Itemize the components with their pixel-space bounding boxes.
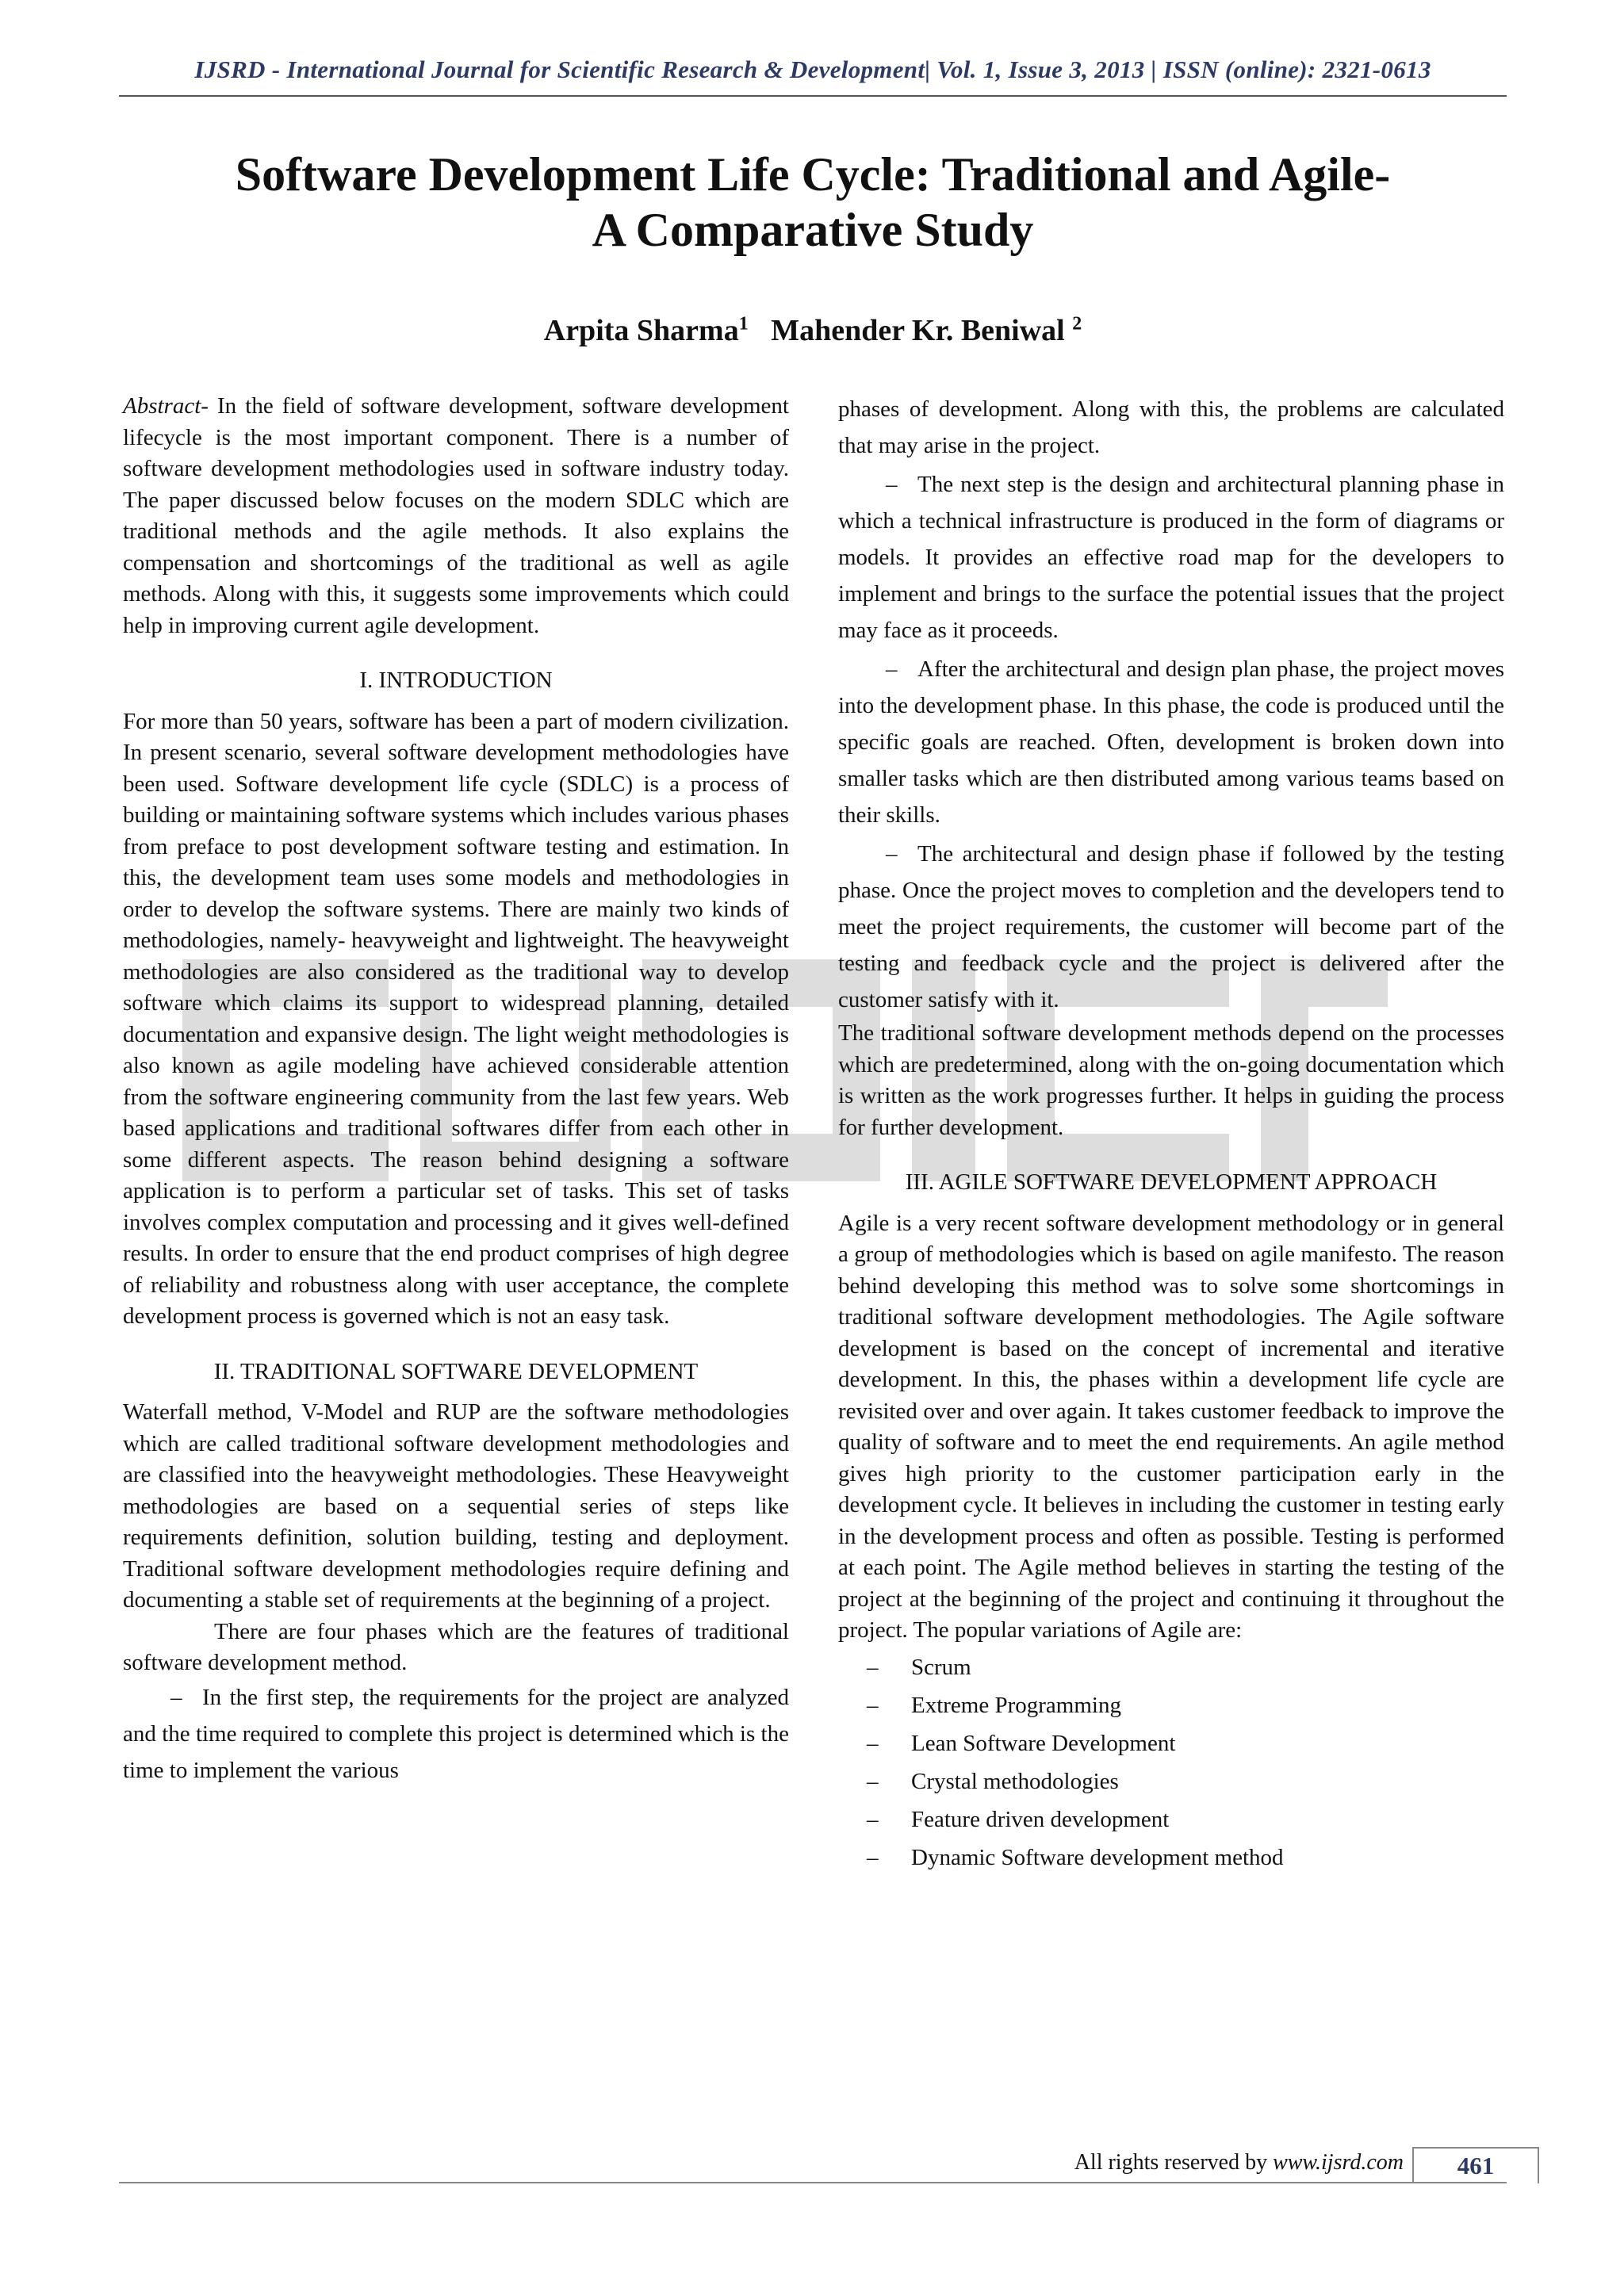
footer-rule <box>119 2182 1507 2183</box>
dash-bullet: – <box>886 656 898 682</box>
agile-text: Agile is a very recent software development methodology or in general a group of methodologies which is based on agile manifesto. The reason behind developing this method was to solve some shortcomings in traditional software development methodologies. The Agile software development is based on the concept of incremental and iterative development. In this, the phases within a development life cycle are revisited over and over again. It takes customer feedback to improve the quality of software and to meet the end requirements. An agile method gives high priority to the customer participation early in the development cycle. It believes in including the customer in testing early in the development process and often as possible. Testing is performed at each point. The Agile method believes in starting the testing of the project at the beginning of the project and continuing it throughout the project. The popular variations of Agile are: <box>838 1210 1504 1643</box>
phase-step-2-text: The next step is the design and architectural planning phase in which a technical infrastructure is produced in the form of diagrams or models. It provides an effective road map for the developers to implement and brings to the surface the potential issues that the project may face as it proceeds. <box>838 472 1504 643</box>
list-item-label: Extreme Programming <box>911 1692 1121 1718</box>
list-item <box>838 1686 1504 1724</box>
author-2-affiliation: 2 <box>1072 313 1082 335</box>
list-item-label: Dynamic Software development method <box>911 1844 1284 1870</box>
abstract-text: - In the field of software development, software development lifecycle is the most important component. There is a number of software development methodologies used in software industry today. The paper discussed below focuses on the modern SDLC which are traditional methods and the agile methods. It also explains the compensation and shortcomings of the traditional as well as agile methods. Along with this, it suggests some improvements which could help in improving current agile development. <box>123 393 789 638</box>
agile-variations-list <box>838 1648 1504 1877</box>
dash-bullet: – <box>867 1654 879 1680</box>
footer-rights <box>1074 2150 1404 2175</box>
dash-bullet: – <box>867 1806 879 1832</box>
phase-step-1 <box>123 1679 789 1789</box>
title-line-2: A Comparative Study <box>592 204 1034 256</box>
right-column <box>838 391 1504 1877</box>
phase-step-3 <box>838 651 1504 833</box>
list-item <box>838 1839 1504 1877</box>
list-item <box>838 1800 1504 1839</box>
list-item-label: Feature driven development <box>911 1806 1170 1832</box>
dash-bullet: – <box>886 472 898 497</box>
dash-bullet: – <box>170 1684 182 1710</box>
dash-bullet: – <box>867 1844 879 1870</box>
footer-rights-text: All rights reserved by <box>1074 2150 1274 2175</box>
list-item-label: Scrum <box>911 1654 971 1680</box>
phase-step-1-continued: phases of development. Along with this, the problems are calculated that may arise in the project. <box>838 396 1504 458</box>
phase-step-4-text: The architectural and design phase if followed by the testing phase. Once the project moves to completion and the developers tend to meet the project requirements, the customer will become part of the testing and feedback cycle and the project is delivered after the customer satisfy with it. <box>838 841 1504 1012</box>
abstract <box>123 391 789 641</box>
paper-title <box>119 147 1507 258</box>
author-list <box>119 313 1507 348</box>
title-line-1: Software Development Life Cycle: Traditional and Agile- <box>235 148 1391 201</box>
list-item <box>838 1648 1504 1686</box>
dash-bullet: – <box>867 1768 879 1794</box>
list-item-label: Crystal methodologies <box>911 1768 1119 1794</box>
traditional-paragraph-1: Waterfall method, V-Model and RUP are the software methodologies which are called traditional software development methodologies and are classified into the heavyweight methodologies. These Heavyweight methodologies are based on a sequential series of steps like requirements definition, solution building, testing and deployment. Traditional software development methodologies require defining and documenting a stable set of requirements at the beginning of a project. <box>123 1399 789 1613</box>
author-2: Mahender Kr. Beniwal <box>771 314 1065 347</box>
list-item <box>838 1762 1504 1800</box>
phase-step-1-text: In the first step, the requirements for the project are analyzed and the time required to complete this project is determined which is the time to implement the various <box>123 1684 789 1783</box>
section-heading-traditional: II. TRADITIONAL SOFTWARE DEVELOPMENT <box>213 1358 699 1384</box>
dash-bullet: – <box>886 841 898 867</box>
left-column <box>123 391 789 1791</box>
header-rule <box>119 95 1507 97</box>
journal-header: IJSRD - International Journal for Scientific Research & Development| Vol. 1, Issue 3, 2013 | ISSN (online): 2321-0613 <box>194 55 1431 83</box>
footer-site-link[interactable]: www.ijsrd.com <box>1273 2150 1404 2175</box>
introduction-text: For more than 50 years, software has been a part of modern civilization. In present scenario, several software development methodologies have been used. Software development life cycle (SDLC) is a process of building or maintaining software systems which includes various phases from preface to post development software testing and estimation. In this, the development team uses some models and methodologies in order to develop the software systems. There are mainly two kinds of methodologies, namely- heavyweight and lightweight. The heavyweight methodologies are also considered as the traditional way to develop software which claims its support to widespread planning, detailed documentation and expansive design. The light weight methodologies is also known as agile modeling have achieved considerable attention from the software engineering community from the last few years. Web based applications and traditional softwares differ from each other in some different aspects. The reason behind designing a software application is to perform a particular set of tasks. This set of tasks involves complex computation and processing and it gives well-defined results. In order to ensure that the end product comprises of high degree of reliability and robustness along with user acceptance, the complete development process is governed which is not an easy task. <box>123 708 789 1329</box>
traditional-paragraph-2: There are four phases which are the features of traditional software development method. <box>123 1618 789 1675</box>
section-heading-introduction: I. INTRODUCTION <box>359 668 553 693</box>
phase-step-2 <box>838 466 1504 649</box>
section-heading-agile: III. AGILE SOFTWARE DEVELOPMENT APPROACH <box>905 1169 1438 1195</box>
list-item <box>838 1724 1504 1762</box>
phase-step-4 <box>838 836 1504 1018</box>
abstract-label: Abstract <box>123 393 201 419</box>
phase-step-3-text: After the architectural and design plan phase, the project moves into the development phase. In this phase, the code is produced until the specific goals are reached. Often, development is broken down into smaller tasks which are then distributed among various teams based on their skills. <box>838 656 1504 828</box>
dash-bullet: – <box>867 1692 879 1718</box>
dash-bullet: – <box>867 1730 879 1756</box>
page-number: 461 <box>1412 2147 1539 2183</box>
author-1-affiliation: 1 <box>738 313 749 335</box>
list-item-label: Lean Software Development <box>911 1730 1176 1756</box>
traditional-closing: The traditional software development methods depend on the processes which are predetermined, along with the on-going documentation which is written as the work progresses further. It helps in guiding the process for further development. <box>838 1020 1504 1140</box>
author-1: Arpita Sharma <box>543 314 739 347</box>
